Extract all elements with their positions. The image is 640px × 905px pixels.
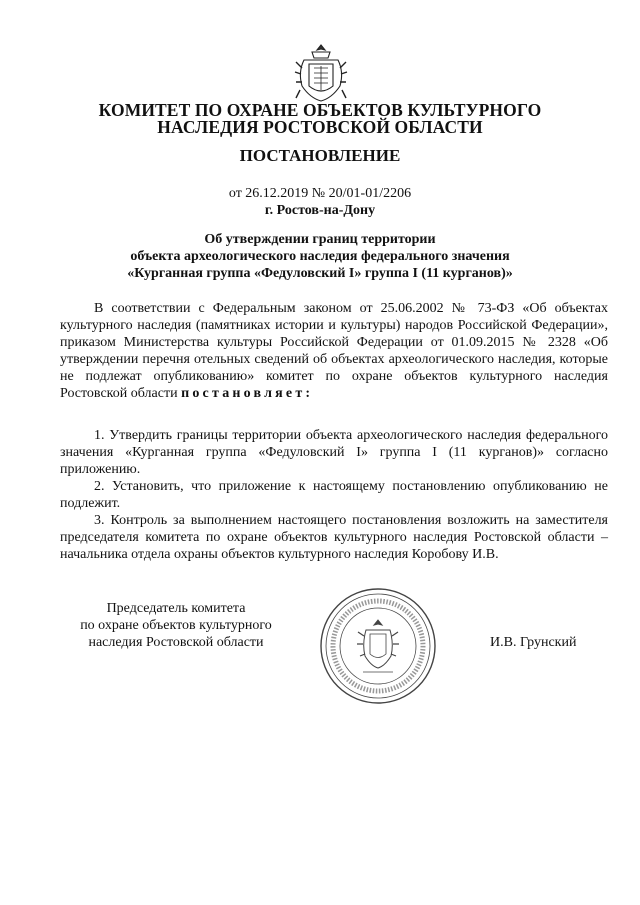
organization-name bbox=[60, 102, 580, 136]
org-line-2: НАСЛЕДИЯ РОСТОВСКОЙ ОБЛАСТИ bbox=[157, 117, 483, 137]
org-line-1: КОМИТЕТ ПО ОХРАНЕ ОБЪЕКТОВ КУЛЬТУРНОГО bbox=[98, 100, 542, 120]
signatory-title-line-2: по охране объектов культурного bbox=[80, 618, 272, 633]
signatory-name: И.В. Грунский bbox=[490, 635, 577, 650]
signatory-title bbox=[60, 600, 292, 651]
round-seal-icon bbox=[318, 586, 438, 706]
resolution-items bbox=[60, 427, 608, 563]
document-date-number: от 26.12.2019 № 20/01-01/2206 bbox=[228, 186, 412, 201]
preamble-paragraph bbox=[60, 300, 608, 402]
resolution-item-2: 2. Установить, что приложение к настоящему постановлению опубликованию не подлежит. bbox=[60, 479, 608, 511]
document-subject bbox=[60, 231, 580, 282]
subject-line-2: объекта археологического наследия федерального значения bbox=[130, 249, 510, 264]
preamble-text: В соответствии с Федеральным законом от 25.06.2002 № 73-ФЗ «Об объектах культурного наследия (памятниках истории и культуры) народов Российской Федерации», приказом Министерства культуры Российской Федерации от 01.09.2015 № 2328 «Об утверждении перечня отельных сведений об объектах археологического наследия, которые не подлежат опубликованию» комитет по охране объектов культурного наследия Ростовской области bbox=[60, 301, 608, 401]
signatory-title-line-3: наследия Ростовской области bbox=[88, 635, 264, 650]
document-city: г. Ростов-на-Дону bbox=[264, 203, 376, 218]
resolves-word: постановляет: bbox=[181, 386, 314, 401]
signatory-title-line-1: Председатель комитета bbox=[106, 601, 246, 616]
subject-line-3: «Курганная группа «Федуловский I» группа I (11 курганов)» bbox=[127, 266, 513, 281]
coat-of-arms-icon bbox=[292, 42, 350, 104]
subject-line-1: Об утверждении границ территории bbox=[204, 232, 436, 247]
resolution-item-1: 1. Утвердить границы территории объекта археологического наследия федерального значения «Курганная группа «Федуловский I» группа I (11 курганов)» согласно приложению. bbox=[60, 428, 608, 477]
resolution-item-3: 3. Контроль за выполнением настоящего постановления возложить на заместителя председателя комитета по охране объектов культурного наследия Ростовской области – начальника отдела охраны объектов культурного наследия Коробову И.В. bbox=[60, 513, 608, 562]
document-type: ПОСТАНОВЛЕНИЕ bbox=[239, 146, 401, 165]
